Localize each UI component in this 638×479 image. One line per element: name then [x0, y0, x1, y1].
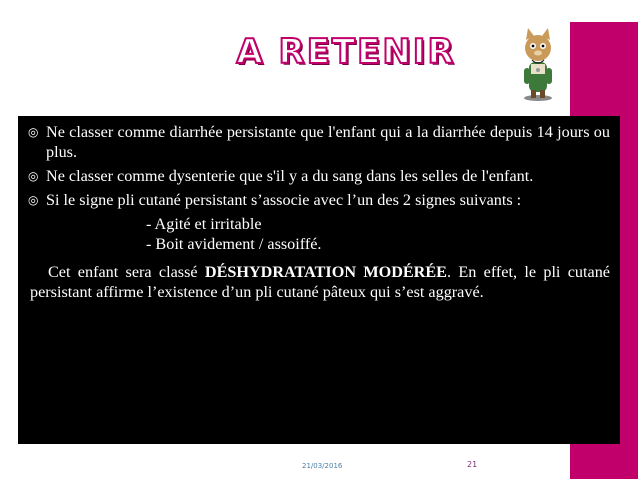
doctor-cat-icon: [518, 24, 558, 102]
accent-bar-top: [570, 0, 638, 22]
sub-item: - Agité et irritable: [146, 215, 262, 233]
circle-bullet-icon: ◎: [28, 193, 39, 207]
page-number: 21: [467, 460, 478, 469]
circle-bullet-icon: ◎: [28, 125, 39, 139]
circle-bullet-icon: ◎: [28, 169, 39, 183]
bullet-item: [28, 166, 610, 186]
bullet-item: [28, 190, 610, 210]
bullet-text: Ne classer comme dysenterie que s'il y a du sang dans les selles de l'enfant.: [46, 167, 534, 185]
conclusion-text-start: Cet enfant sera classé: [48, 263, 205, 281]
bullet-text: Si le signe pli cutané persistant s’associe avec l’un des 2 signes suivants :: [46, 191, 522, 209]
classification-label: DÉSHYDRATATION MODÉRÉE: [204, 263, 447, 281]
slide-title: A RETENIR: [236, 32, 456, 72]
footer-date: 21/03/2016: [302, 462, 343, 470]
content-panel: [18, 116, 620, 444]
conclusion-paragraph: [28, 262, 610, 302]
sub-item: - Boit avidement / assoiffé.: [146, 235, 322, 253]
conclusion-text-end: . En effet, le pli cutané persistant affirme l’existence d’un pli cutané pâteux qui s’est aggravé.: [30, 263, 610, 301]
bullet-item: [28, 122, 610, 162]
bullet-text: Ne classer comme diarrhée persistante que l'enfant qui a la diarrhée depuis 14 jours ou plus.: [46, 123, 610, 161]
